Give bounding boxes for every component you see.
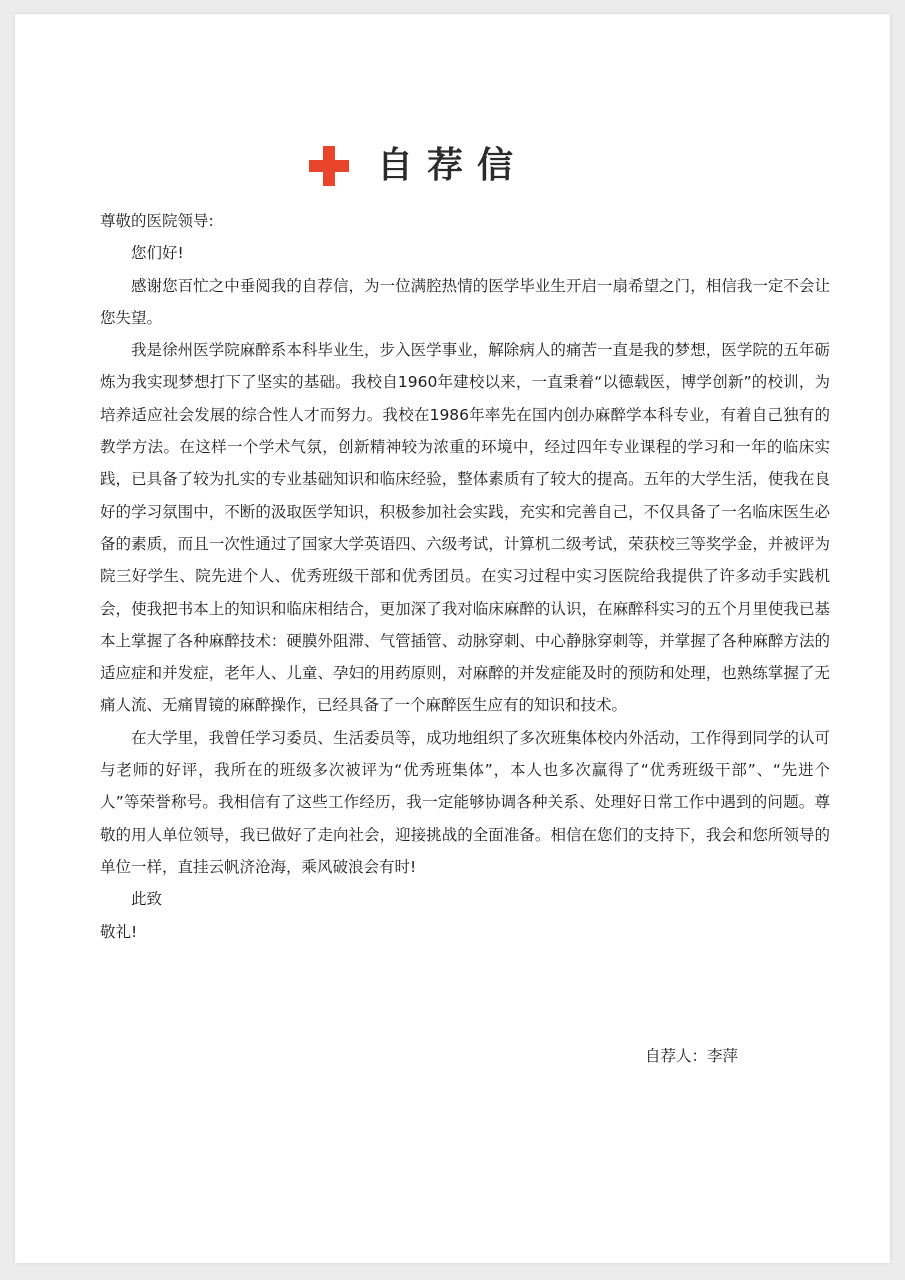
closing-line-1: 此致 [131, 890, 163, 909]
paragraph-intro: 感谢您百忙之中垂阅我的自荐信，为一位满腔热情的医学毕业生开启一扇希望之门，相信我一定不会让您失望。 [100, 276, 830, 327]
paragraph-education: 我是徐州医学院麻醉系本科毕业生，步入医学事业，解除病人的痛苦一直是我的梦想，医学院的五年砺炼为我实现梦想打下了坚实的基础。我校自1960年建校以来，一直秉着“以德载医，博学创新”的校训，为培养适应社会发展的综合性人才而努力。我校在1986年率先在国内创办麻醉学本科专业，有着自己独有的教学方法。在这样一个学术气氛，创新精神较为浓重的环境中，经过四年专业课程的学习和一年的临床实践，已具备了较为扎实的专业基础知识和临床经验，整体素质有了较大的提高。五年的大学生活，使我在良好的学习氛围中，不断的汲取医学知识，积极参加社会实践，充实和完善自己，不仅具备了一名临床医生必备的素质，而且一次性通过了国家大学英语四、六级考试，计算机二级考试，荣获校三等奖学金，并被评为院三好学生、院先进个人、优秀班级干部和优秀团员。在实习过程中实习医院给我提供了许多动手实践机会，使我把书本上的知识和临床相结合，更加深了我对临床麻醉的认识，在麻醉科实习的五个月里使我已基本上掌握了各种麻醉技术：硬膜外阻滞、气管插管、动脉穿刺、中心静脉穿刺等，并掌握了各种麻醉方法的适应症和并发症，老年人、儿童、孕妇的用药原则，对麻醉的并发症能及时的预防和处理，也熟练掌握了无痛人流、无痛胃镜的麻醉操作，已经具备了一个麻醉医生应有的知识和技术。 [100, 341, 830, 715]
letter-page [15, 14, 890, 1263]
closing-line-2: 敬礼! [100, 922, 138, 941]
paragraph-activities: 在大学里，我曾任学习委员、生活委员等，成功地组织了多次班集体校内外活动，工作得到同学的认可与老师的好评，我所在的班级多次被评为“优秀班集体”，本人也多次赢得了“优秀班级干部”、“先进个人”等荣誉称号。我相信有了这些工作经历，我一定能够协调各种关系、处理好日常工作中遇到的问题。尊敬的用人单位领导，我已做好了走向社会，迎接挑战的全面准备。相信在您们的支持下，我会和您所领导的单位一样，直挂云帆济沧海，乘风破浪会有时! [100, 728, 830, 876]
signature: 自荐人：李萍 [645, 1047, 739, 1065]
title-row [15, 136, 890, 196]
greeting: 您们好! [131, 244, 184, 263]
salutation: 尊敬的医院领导: [100, 212, 214, 230]
page-title: 自荐信 [377, 145, 528, 186]
red-cross-icon [309, 146, 349, 186]
letter-body [100, 205, 830, 948]
